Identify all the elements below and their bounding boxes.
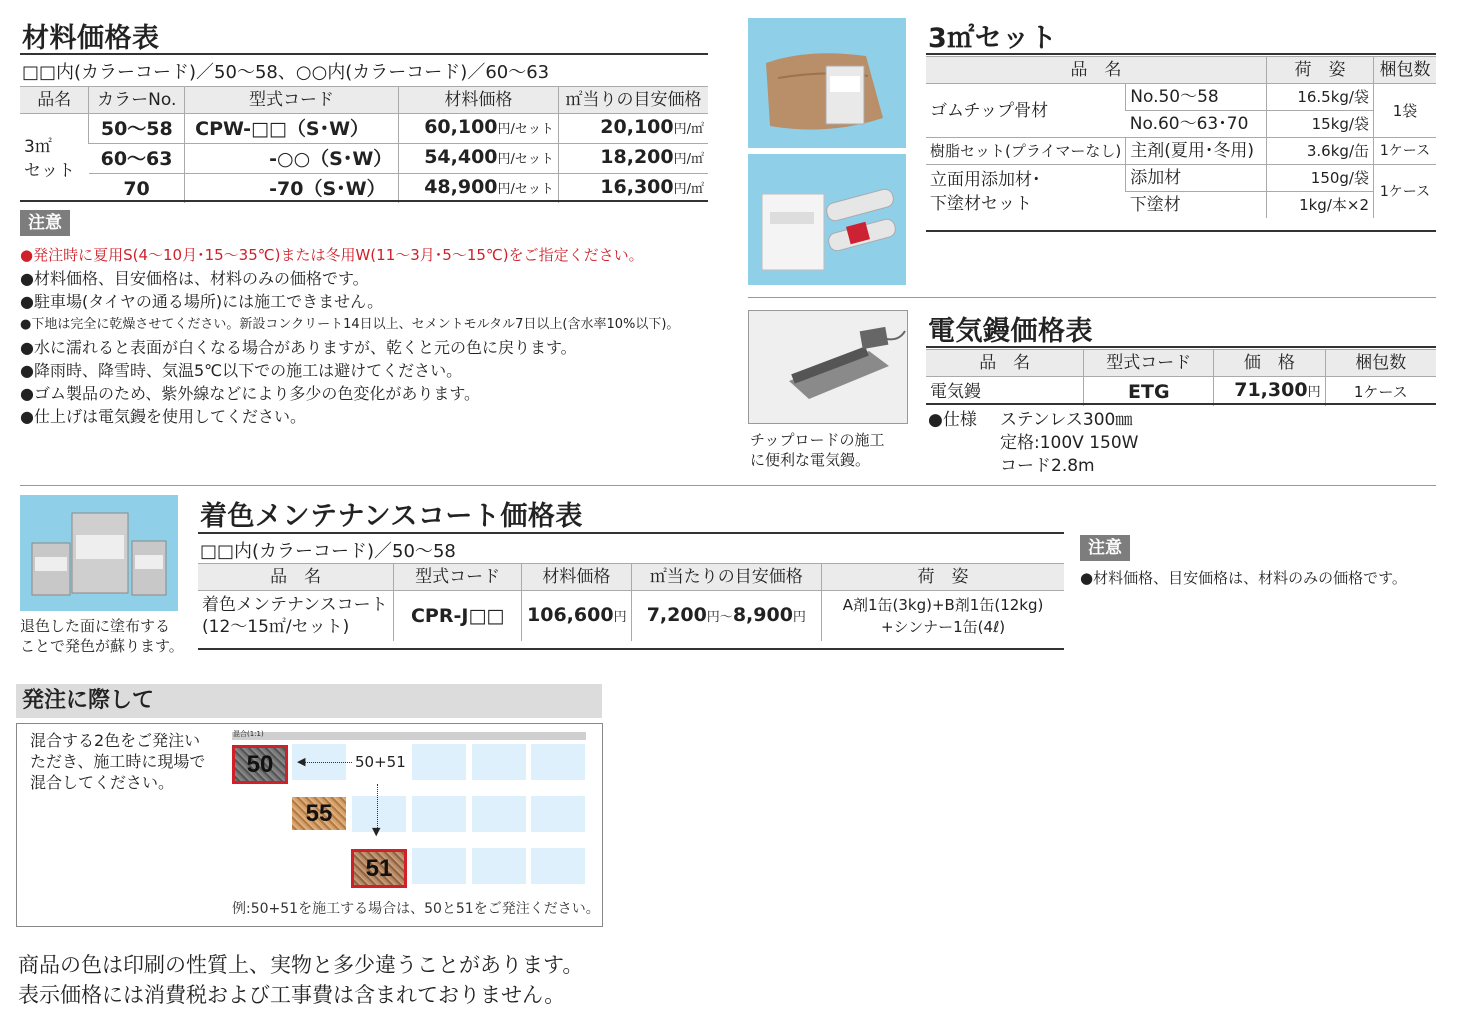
mix-arrow-line	[302, 762, 352, 763]
color-no: 60～63	[89, 144, 185, 174]
product-name-line1: 3㎡	[24, 136, 52, 157]
col-header: ㎡当りの目安価格	[558, 87, 708, 114]
swatch-50	[232, 745, 288, 784]
col-header: 品 名	[198, 564, 394, 591]
col-header: 型式コード	[1084, 350, 1214, 377]
sqm-to: 8,900	[732, 603, 793, 626]
spec-item: コード2.8m	[1000, 456, 1095, 476]
price-unit: 円/セット	[497, 152, 554, 167]
spec-item: ステンレス300㎜	[1000, 410, 1133, 430]
swatch-label: 50	[246, 750, 274, 778]
item-name: ゴムチップ骨材	[926, 84, 1126, 138]
resin-set-photo	[748, 154, 906, 285]
col-header: 材料価格	[398, 87, 558, 114]
coat-pack-line2: +シンナー1缶(4ℓ)	[880, 618, 1006, 636]
materials-notes	[20, 244, 679, 428]
note-label: 注意	[20, 210, 70, 236]
footer-line2: 表示価格には消費税および工事費は含まれておりません。	[18, 983, 566, 1007]
note-item: ●駐車場(タイヤの通る場所)には施工できません。	[20, 292, 384, 311]
arrow-down-icon: ▼	[372, 825, 381, 838]
arrow-left-icon: ◀	[297, 755, 306, 768]
sqm-price: 20,100	[600, 116, 674, 138]
item-pack: 15kg/袋	[1267, 111, 1374, 138]
sqm-price: 18,200	[600, 146, 674, 168]
col-header: 荷 姿	[1267, 57, 1374, 84]
item-pack: 1kg/本×2	[1267, 192, 1374, 219]
coat-cans-photo	[20, 495, 178, 611]
note-item: ●降雨時、降雪時、気温5℃以下での施工は避けてください。	[20, 361, 463, 380]
col-header: 型式コード	[185, 87, 399, 114]
material-price: 60,100	[424, 116, 498, 138]
col-header: 荷 姿	[822, 564, 1064, 591]
table-row	[926, 165, 1436, 192]
trowel-caption-line1: チップロードの施工	[750, 431, 885, 449]
trowel-photo	[748, 310, 908, 424]
table-row	[926, 138, 1436, 165]
sqm-unit: 円	[792, 609, 806, 625]
materials-subtitle: □□内(カラーコード)／50～58、○○内(カラーコード)／60～63	[22, 62, 550, 83]
table-row	[198, 591, 1064, 642]
item-sub: No.50～58	[1126, 84, 1267, 111]
item-name-line1: 立面用添加材･	[930, 169, 1041, 190]
item-sub: No.60～63･70	[1126, 111, 1267, 138]
set-table	[926, 56, 1436, 218]
col-header: 品名	[20, 87, 89, 114]
coat-price: 106,600	[527, 603, 614, 626]
table-row	[926, 377, 1436, 407]
item-count: 1ケース	[1374, 138, 1437, 165]
model-code: -70（S･W）	[185, 174, 399, 204]
product-name-line2: セット	[24, 160, 75, 181]
note-item: ●下地は完全に乾燥させてください。新設コンクリート14日以上、セメントモルタル7日以上(含水率10%以下)。	[20, 317, 680, 332]
item-sub: 添加材	[1126, 165, 1267, 192]
col-header: ㎡当たりの目安価格	[631, 564, 821, 591]
coat-subtitle: □□内(カラーコード)／50～58	[200, 541, 456, 562]
table-row	[20, 144, 708, 174]
trowel-table	[926, 349, 1436, 406]
trowel-name: 電気鏝	[926, 377, 1084, 407]
trowel-title: 電気鏝価格表	[928, 316, 1093, 347]
item-sub: 下塗材	[1126, 192, 1267, 219]
coat-title: 着色メンテナンスコート価格表	[200, 501, 583, 532]
spec-label: ●仕様	[928, 410, 977, 430]
table-row	[926, 84, 1436, 111]
model-code: CPW-□□（S･W）	[185, 114, 399, 144]
col-header: 材料価格	[522, 564, 631, 591]
order-text-line3: 混合してください。	[30, 773, 175, 792]
item-name: 樹脂セット(プライマーなし)	[926, 138, 1126, 165]
note-item: ●材料価格、目安価格は、材料のみの価格です。	[20, 269, 369, 288]
order-text-line1: 混合する2色をご発注い	[30, 731, 201, 750]
sqm-unit: 円/㎡	[673, 152, 704, 167]
grid-label-bar	[232, 732, 586, 740]
price-unit: 円/セット	[497, 122, 554, 137]
item-count: 1ケース	[1374, 165, 1437, 219]
col-header: 梱包数	[1374, 57, 1437, 84]
coat-caption-line1: 退色した面に塗布する	[20, 617, 171, 635]
color-no: 70	[89, 174, 185, 204]
item-pack: 3.6kg/缶	[1267, 138, 1374, 165]
sqm-price: 16,300	[600, 176, 674, 198]
spec-item: 定格:100V 150W	[1000, 433, 1139, 453]
color-no: 50～58	[89, 114, 185, 144]
coat-table	[198, 563, 1064, 641]
note-item: ●水に濡れると表面が白くなる場合がありますが、乾くと元の色に戻ります。	[20, 338, 577, 357]
order-title: 発注に際して	[22, 688, 155, 713]
col-header: 梱包数	[1325, 350, 1436, 377]
set-title: 3㎡セット	[928, 23, 1058, 54]
col-header: 価 格	[1214, 350, 1325, 377]
materials-title: 材料価格表	[22, 23, 160, 54]
trowel-price: 71,300	[1234, 379, 1308, 401]
coat-note-label: 注意	[1080, 535, 1130, 561]
col-header: カラーNo.	[89, 87, 185, 114]
swatch-label: 51	[365, 854, 393, 882]
price-unit: 円	[613, 609, 627, 625]
note-item: ●発注時に夏用S(4～10月･15～35℃)または冬用W(11～3月･5～15℃)をご指定ください。	[20, 246, 644, 264]
coat-name-line1: 着色メンテナンスコート	[202, 595, 388, 615]
trowel-count: 1ケース	[1325, 377, 1436, 407]
item-pack: 16.5kg/袋	[1267, 84, 1374, 111]
footer-line1: 商品の色は印刷の性質上、実物と多少違うことがあります。	[18, 953, 584, 977]
rubber-chip-bag-photo	[748, 18, 906, 148]
item-pack: 150g/袋	[1267, 165, 1374, 192]
sqm-unit: 円/㎡	[673, 182, 704, 197]
trowel-specs	[928, 409, 977, 432]
trowel-caption-line2: に便利な電気鏝。	[750, 451, 871, 469]
note-item: ●材料価格、目安価格は、材料のみの価格です。	[1080, 569, 1407, 587]
price-unit: 円	[1307, 385, 1321, 400]
note-item: ●仕上げは電気鏝を使用してください。	[20, 407, 306, 426]
coat-name-line2: (12～15㎡/セット)	[202, 617, 350, 637]
model-code: -○○（S･W）	[185, 144, 399, 174]
item-count: 1袋	[1374, 84, 1437, 138]
coat-caption-line2: ことで発色が蘇ります。	[20, 637, 184, 655]
col-header: 型式コード	[394, 564, 522, 591]
col-header: 品 名	[926, 57, 1267, 84]
grid-label: 混合(1:1)	[233, 730, 264, 738]
item-name-line2: 下塗材セット	[930, 193, 1032, 214]
note-item: ●ゴム製品のため、紫外線などにより多少の色変化があります。	[20, 384, 481, 403]
order-text-line2: ただき、施工時に現場で	[30, 752, 206, 771]
materials-table	[20, 86, 708, 203]
sqm-sep: 円～	[706, 609, 733, 625]
price-unit: 円/セット	[497, 182, 554, 197]
order-example: 例:50+51を施工する場合は、50と51をご発注ください。	[232, 901, 600, 917]
coat-notes	[1080, 567, 1407, 590]
table-row	[20, 174, 708, 204]
col-header: 品 名	[926, 350, 1084, 377]
swatch-55	[292, 797, 346, 830]
sqm-unit: 円/㎡	[673, 122, 704, 137]
coat-pack-line1: A剤1缶(3kg)+B剤1缶(12kg)	[842, 596, 1044, 614]
material-price: 54,400	[424, 146, 498, 168]
coat-code: CPR-J□□	[394, 591, 522, 642]
material-price: 48,900	[424, 176, 498, 198]
trowel-code: ETG	[1084, 377, 1214, 407]
mix-label: 50+51	[355, 753, 406, 771]
sqm-from: 7,200	[646, 603, 707, 626]
swatch-label: 55	[305, 799, 333, 827]
table-row	[20, 114, 708, 144]
item-sub: 主剤(夏用･冬用)	[1126, 138, 1267, 165]
swatch-51	[351, 849, 407, 888]
